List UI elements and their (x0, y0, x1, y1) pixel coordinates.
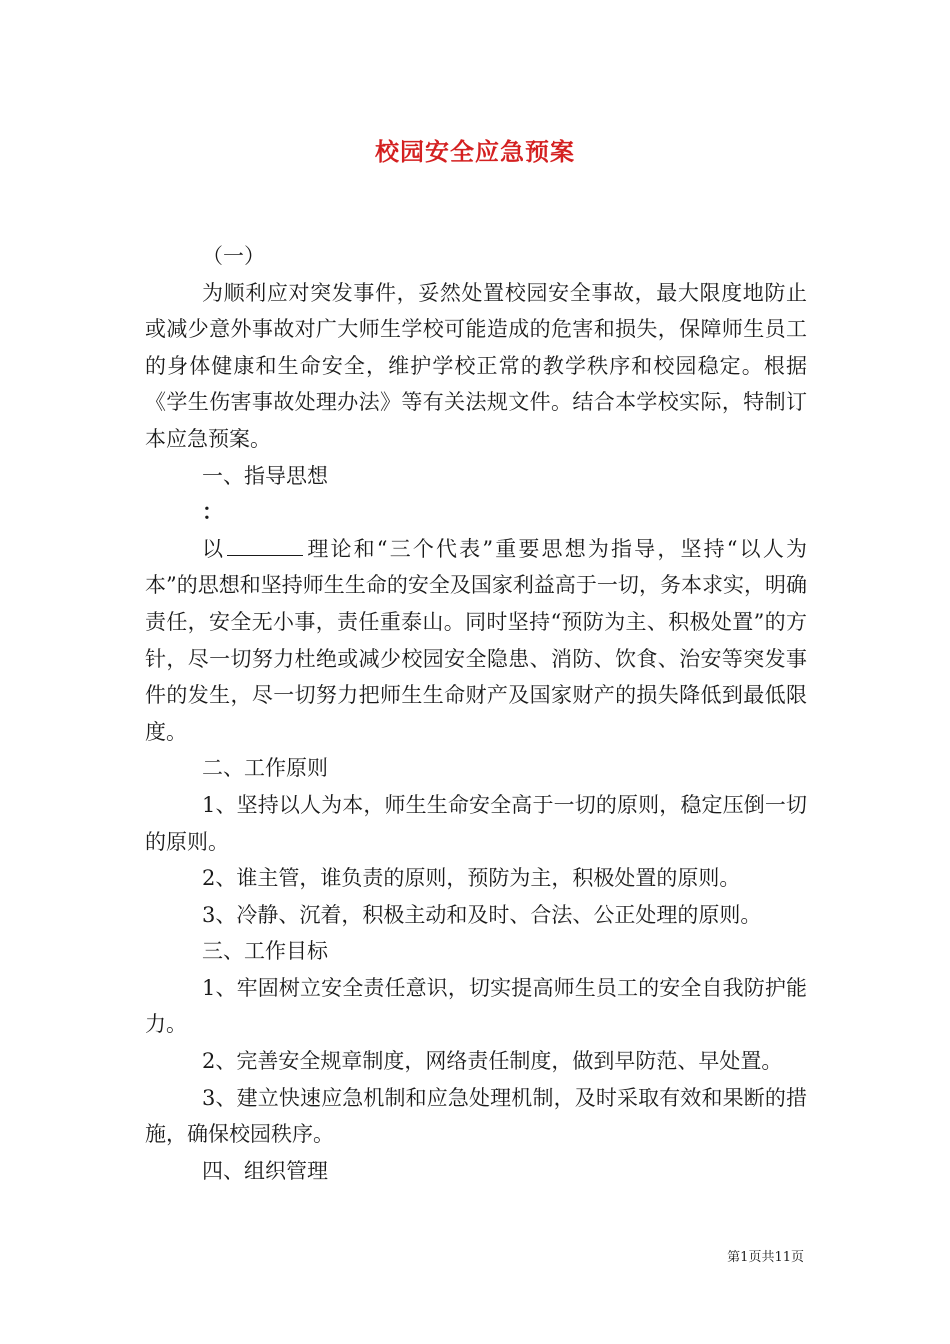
fill-in-blank (227, 533, 303, 556)
guiding-text: 理论和“三个代表”重要思想为指导，坚持“以人为本”的思想和坚持师生生命的安全及国家利益高于一切，务本求实，明确责任，安全无小事，责任重泰山。同时坚持“预防为主、积极处置”的方针，尽一切努力杜绝或减少校园安全隐患、消防、饮食、治安等突发事件的发生，尽一切努力把师生生命财产及国家财产的损失降低到最低限度。 (145, 536, 808, 744)
goal-1: 1、牢固树立安全责任意识，切实提高师生员工的安全自我防护能力。 (145, 975, 807, 1037)
part-label: （一） (202, 244, 265, 268)
document-body (145, 238, 807, 1189)
heading-work-principles: 二、工作原则 (202, 756, 328, 781)
goal-3: 3、建立快速应急机制和应急处理机制，及时采取有效和果断的措施，确保校园秩序。 (145, 1085, 807, 1147)
guiding-paragraph (145, 531, 807, 751)
guiding-prefix: 以 (202, 536, 226, 561)
colon-line: ： (202, 499, 223, 525)
goal-2: 2、完善安全规章制度，网络责任制度，做到早防范、早处置。 (202, 1049, 783, 1074)
heading-work-goals: 三、工作目标 (202, 939, 328, 964)
principle-1: 1、坚持以人为本，师生生命安全高于一切的原则，稳定压倒一切的原则。 (145, 792, 807, 854)
heading-organization: 四、组织管理 (202, 1158, 328, 1183)
page-number: 第1页共11页 (727, 1250, 804, 1265)
heading-guiding-thought: 一、指导思想 (202, 463, 328, 488)
principle-2: 2、谁主管，谁负责的原则，预防为主，积极处置的原则。 (202, 866, 741, 891)
document-title: 校园安全应急预案 (375, 137, 575, 166)
principle-3: 3、冷静、沉着，积极主动和及时、合法、公正处理的原则。 (202, 902, 762, 927)
intro-paragraph: 为顺利应对突发事件，妥然处置校园安全事故，最大限度地防止或减少意外事故对广大师生学校可能造成的危害和损失，保障师生员工的身体健康和生命安全，维护学校正常的教学秩序和校园稳定。根据《学生伤害事故处理办法》等有关法规文件。结合本学校实际，特制订本应急预案。 (145, 280, 807, 451)
